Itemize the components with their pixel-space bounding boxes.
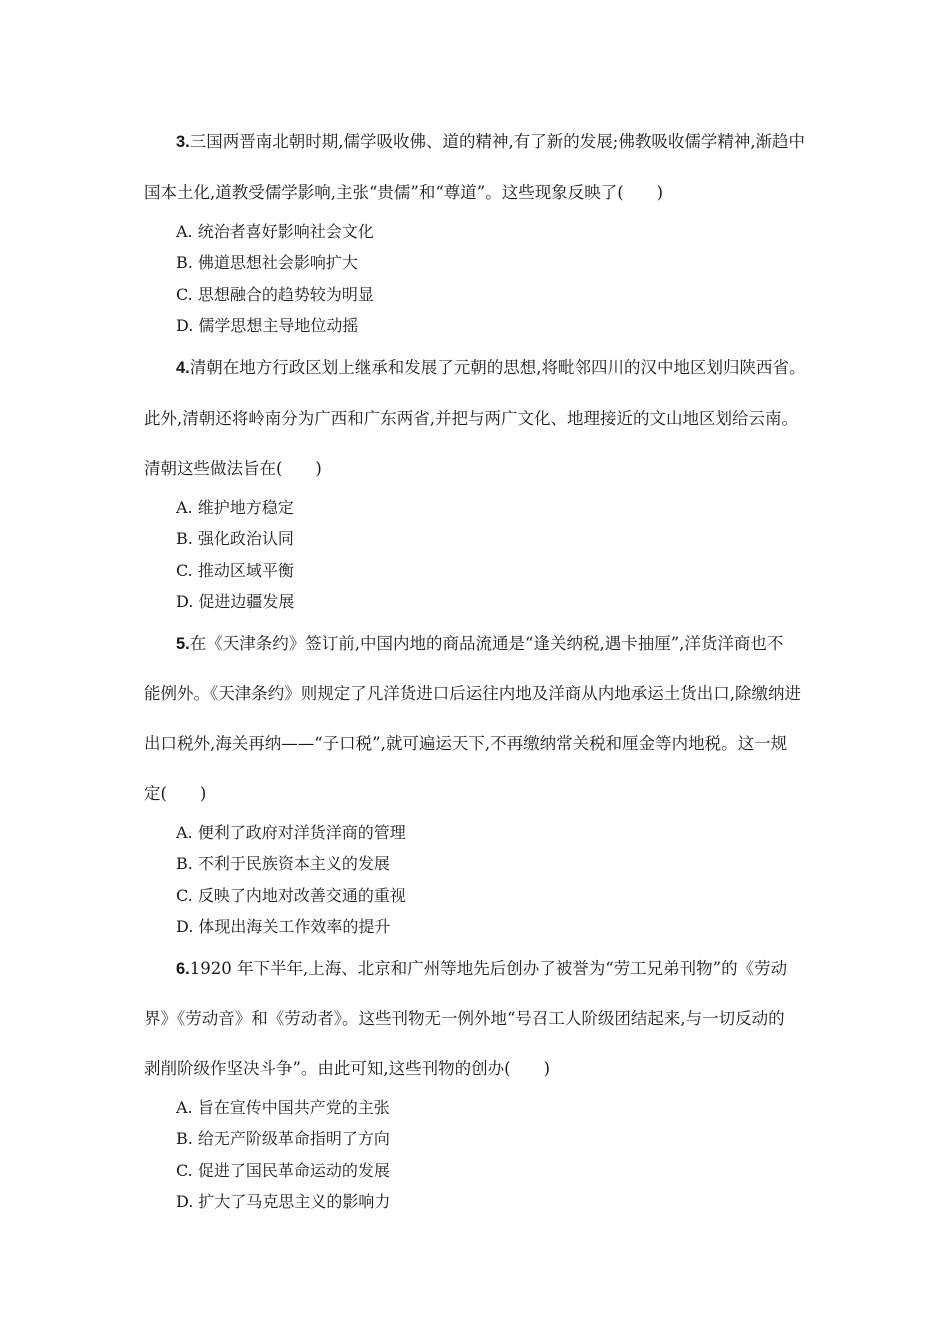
question-number: 6. [176,960,190,978]
question-stem-line: 出口税外,海关再纳——“子口税”,就可遍运天下,不再缴纳常关税和厘金等内地税。这一规 [144,734,788,753]
option-c: C. 推动区域平衡 [176,561,294,580]
option-b: B. 给无产阶级革命指明了方向 [176,1129,390,1148]
option-a: A. 统治者喜好影响社会文化 [176,222,374,241]
option-a: A. 维护地方稳定 [176,498,294,517]
question-stem-line: 4.清朝在地方行政区划上继承和发展了元朝的思想,将毗邻四川的汉中地区划归陕西省。 [176,358,806,377]
option-b: B. 不利于民族资本主义的发展 [176,854,390,873]
question-number: 4. [176,359,190,377]
option-d: D. 儒学思想主导地位动摇 [176,316,359,335]
question-stem-line: 界》《劳动音》和《劳动者》。这些刊物无一例外地“号召工人阶级团结起来,与一切反动的 [144,1009,785,1028]
question-stem-line: 国本土化,道教受儒学影响,主张“贵儒”和“尊道”。这些现象反映了( ) [144,183,664,202]
question-stem-line: 此外,清朝还将岭南分为广西和广东两省,并把与两广文化、地理接近的文山地区划给云南。 [144,409,798,428]
option-c: C. 反映了内地对改善交通的重视 [176,886,406,905]
option-d: D. 体现出海关工作效率的提升 [176,917,391,936]
question-number: 3. [176,133,190,151]
option-d: D. 促进边疆发展 [176,592,295,611]
question-stem-line: 清朝这些做法旨在( ) [144,459,322,478]
option-d: D. 扩大了马克思主义的影响力 [176,1192,391,1211]
question-stem-line: 剥削阶级作坚决斗争”。由此可知,这些刊物的创办( ) [144,1059,551,1078]
option-a: A. 便利了政府对洋货洋商的管理 [176,823,406,842]
option-a: A. 旨在宣传中国共产党的主张 [176,1098,390,1117]
question-number: 5. [176,635,190,653]
question-stem-line: 能例外。《天津条约》则规定了凡洋货进口后运往内地及洋商从内地承运土货出口,除缴纳进 [144,684,801,703]
option-c: C. 促进了国民革命运动的发展 [176,1161,390,1180]
question-stem-line: 定( ) [144,784,207,803]
question-stem-line: 3.三国两晋南北朝时期,儒学吸收佛、道的精神,有了新的发展;佛教吸收儒学精神,渐趋中 [176,132,806,151]
question-stem-line: 5.在《天津条约》签订前,中国内地的商品流通是“逢关纳税,遇卡抽厘”,洋货洋商也不 [176,634,784,653]
option-b: B. 强化政治认同 [176,529,294,548]
option-b: B. 佛道思想社会影响扩大 [176,253,358,272]
option-c: C. 思想融合的趋势较为明显 [176,285,374,304]
question-stem-line: 6.1920 年下半年,上海、北京和广州等地先后创办了被誉为“劳工兄弟刊物”的《劳动 [176,959,788,978]
